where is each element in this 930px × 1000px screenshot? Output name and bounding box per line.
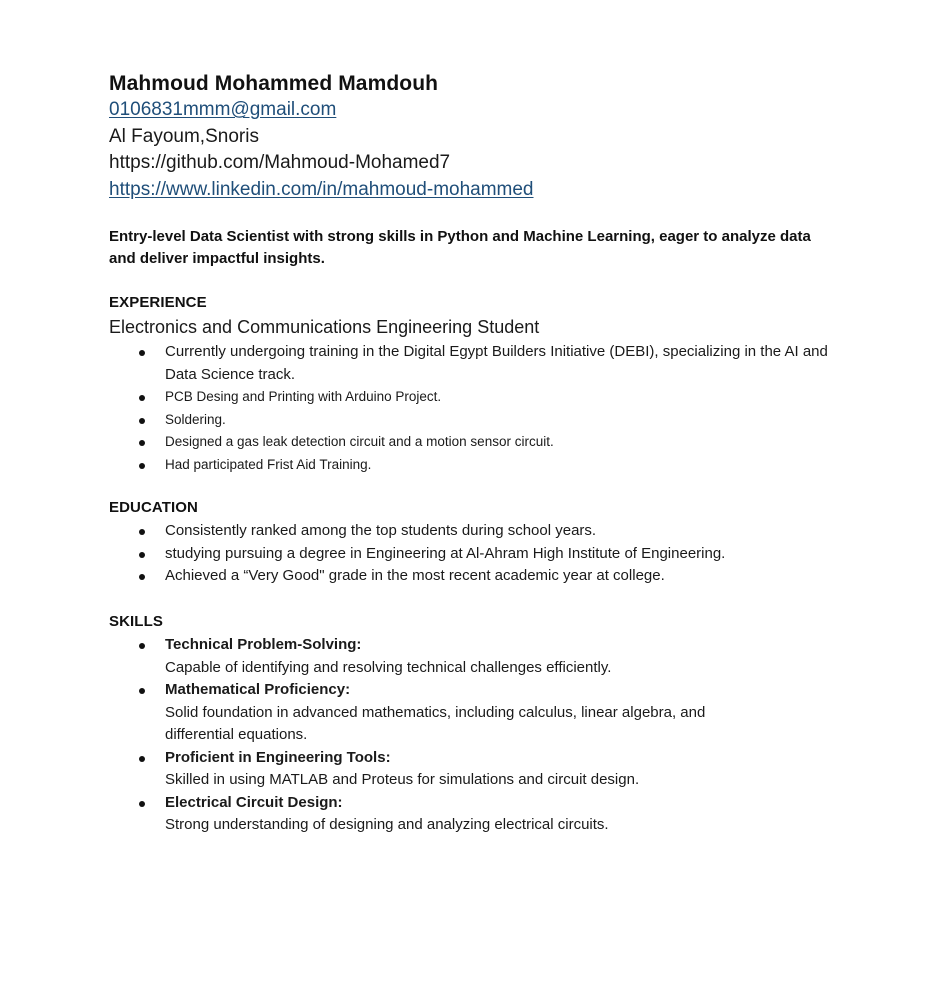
skill-title: Mathematical Proficiency: xyxy=(165,681,351,698)
education-item-text: Consistently ranked among the top students during school years. xyxy=(165,522,597,539)
experience-item-text: Soldering. xyxy=(165,411,226,427)
experience-item xyxy=(109,386,829,409)
experience-item-text: Had participated Frist Aid Training. xyxy=(165,456,372,472)
linkedin-line xyxy=(109,177,869,204)
skill-title: Technical Problem-Solving: xyxy=(165,636,362,653)
skill-item xyxy=(109,747,829,792)
education-list xyxy=(109,520,829,588)
education-item xyxy=(109,520,829,543)
skill-item xyxy=(109,679,829,747)
bullet-icon xyxy=(139,463,145,469)
skills-heading: SKILLS xyxy=(109,613,163,630)
bullet-icon xyxy=(139,756,145,762)
experience-item xyxy=(109,454,829,477)
bullet-icon xyxy=(139,529,145,535)
education-item-text: Achieved a “Very Good" grade in the most recent academic year at college. xyxy=(165,567,665,584)
bullet-icon xyxy=(139,350,145,356)
education-heading: EDUCATION xyxy=(109,499,198,516)
skill-description: Skilled in using MATLAB and Proteus for simulations and circuit design. xyxy=(165,771,640,788)
experience-heading: EXPERIENCE xyxy=(109,294,207,311)
experience-item-text: Designed a gas leak detection circuit and a motion sensor circuit. xyxy=(165,434,554,449)
skill-description: Strong understanding of designing and analyzing electrical circuits. xyxy=(165,816,609,833)
bullet-icon xyxy=(139,688,145,694)
skill-title: Proficient in Engineering Tools: xyxy=(165,748,391,766)
experience-item-text: Currently undergoing training in the Digital Egypt Builders Initiative (DEBI), specializing in the AI and Data Science track. xyxy=(165,343,828,383)
email-line xyxy=(109,97,869,124)
skill-item xyxy=(109,792,829,837)
summary-text: Entry-level Data Scientist with strong skills in Python and Machine Learning, eager to analyze data and deliver impactful insights. xyxy=(109,228,811,267)
experience-role: Electronics and Communications Engineering Student xyxy=(109,317,540,337)
skill-description: Capable of identifying and resolving technical challenges efficiently. xyxy=(165,658,612,676)
bullet-icon xyxy=(139,395,145,401)
bullet-icon xyxy=(139,418,145,424)
bullet-icon xyxy=(139,643,145,649)
resume-header xyxy=(109,71,869,203)
location-text: Al Fayoum,Snoris xyxy=(109,125,259,147)
education-item xyxy=(109,565,829,588)
experience-item-text: PCB Desing and Printing with Arduino Project. xyxy=(165,389,442,404)
github-text: https://github.com/Mahmoud-Mohamed7 xyxy=(109,152,451,173)
experience-item xyxy=(109,409,829,432)
bullet-icon xyxy=(139,440,145,446)
bullet-icon xyxy=(139,574,145,580)
skill-item xyxy=(109,634,829,679)
experience-list xyxy=(109,341,829,476)
bullet-icon xyxy=(139,552,145,558)
experience-item xyxy=(109,341,829,386)
education-item xyxy=(109,543,829,566)
experience-item xyxy=(109,431,829,454)
skills-list xyxy=(109,634,829,837)
skill-description: Solid foundation in advanced mathematics, including calculus, linear algebra, and differential equations. xyxy=(165,703,706,743)
linkedin-link[interactable]: https://www.linkedin.com/in/mahmoud-mohammed xyxy=(109,178,534,200)
candidate-name: Mahmoud Mohammed Mamdouh xyxy=(109,72,439,95)
education-item-text: studying pursuing a degree in Engineering at Al-Ahram High Institute of Engineering. xyxy=(165,544,726,562)
bullet-icon xyxy=(139,801,145,807)
email-link[interactable]: 0106831mmm@gmail.com xyxy=(109,99,337,120)
skill-title: Electrical Circuit Design: xyxy=(165,793,343,811)
